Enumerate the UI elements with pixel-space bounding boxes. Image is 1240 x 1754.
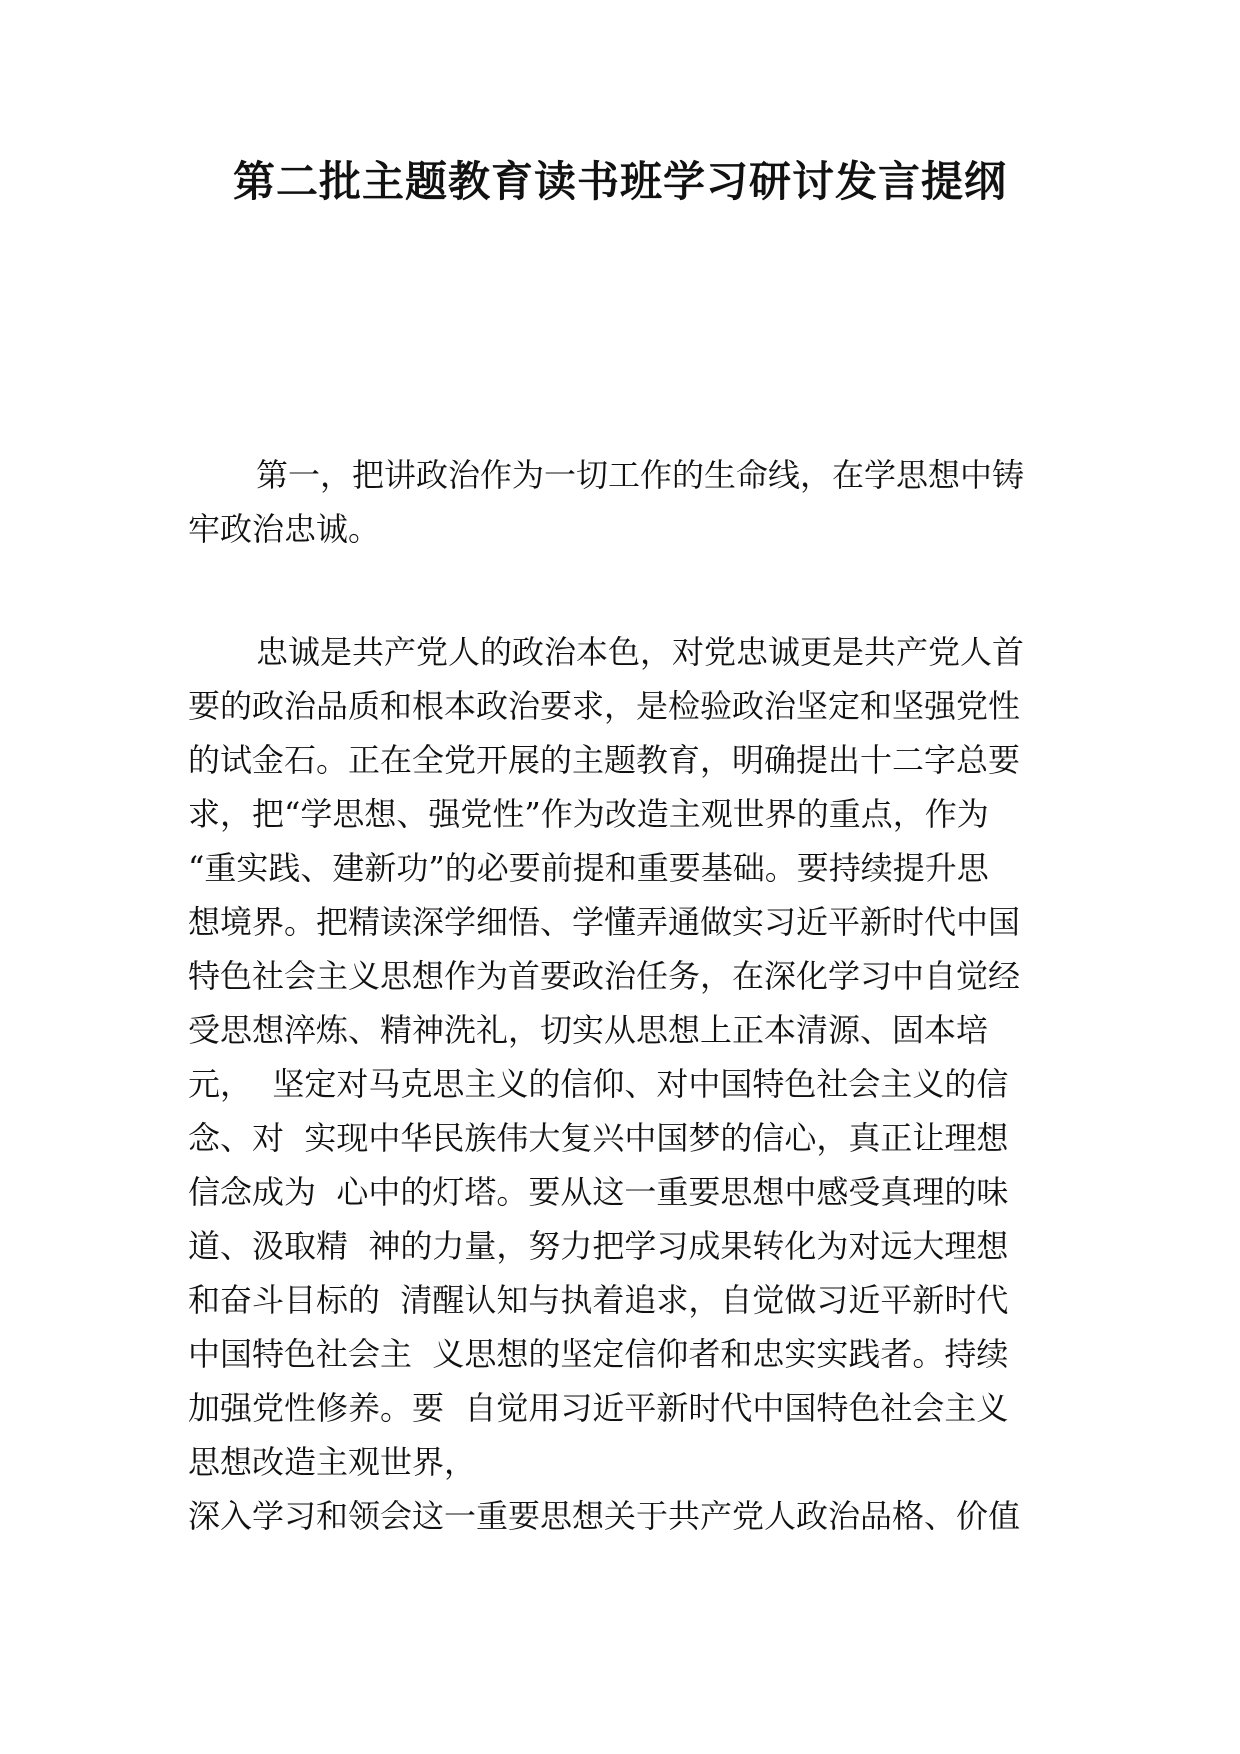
- text-line: 忠诚是共产党人的政治本色，对党忠诚更是共产党人首: [256, 633, 1025, 671]
- text-line: “重实践、建新功”的必要前提和重要基础。要持续提升思: [188, 849, 989, 887]
- text-line: 和奋斗目标的 清醒认知与执着追求，自觉做习近平新时代: [188, 1281, 1009, 1319]
- text-line: 中国特色社会主 义思想的坚定信仰者和忠实实践者。持续: [188, 1335, 1009, 1373]
- text-line: 的试金石。正在全党开展的主题教育，明确提出十二字总要: [188, 741, 1021, 779]
- text-line: 想境界。把精读深学细悟、学懂弄通做实习近平新时代中国: [188, 903, 1021, 941]
- paragraph-heading: [188, 448, 1068, 556]
- text-line: 深入学习和领会这一重要思想关于共产党人政治品格、价值: [188, 1497, 1021, 1535]
- text-line: 求，把“学思想、强党性”作为改造主观世界的重点，作为: [188, 795, 989, 833]
- paragraph-body: [188, 625, 1068, 1543]
- text-line: 思想改造主观世界，: [188, 1443, 477, 1481]
- document-title: 第二批主题教育读书班学习研讨发言提纲: [232, 157, 1007, 206]
- text-line: 信念成为 心中的灯塔。要从这一重要思想中感受真理的味: [188, 1173, 1009, 1211]
- text-line: 牢政治忠诚。: [188, 510, 381, 548]
- text-line: 元， 坚定对马克思主义的信仰、对中国特色社会主义的信: [188, 1065, 1009, 1103]
- text-line: 特色社会主义思想作为首要政治任务，在深化学习中自觉经: [188, 957, 1021, 995]
- text-line: 要的政治品质和根本政治要求，是检验政治坚定和坚强党性: [188, 687, 1021, 725]
- text-line: 第一，把讲政治作为一切工作的生命线，在学思想中铸: [256, 456, 1025, 494]
- text-line: 加强党性修养。要 自觉用习近平新时代中国特色社会主义: [188, 1389, 1009, 1427]
- text-line: 念、对 实现中华民族伟大复兴中国梦的信心，真正让理想: [188, 1119, 1009, 1157]
- text-line: 受思想淬炼、精神洗礼，切实从思想上正本清源、固本培: [188, 1011, 989, 1049]
- text-line: 道、汲取精 神的力量，努力把学习成果转化为对远大理想: [188, 1227, 1009, 1265]
